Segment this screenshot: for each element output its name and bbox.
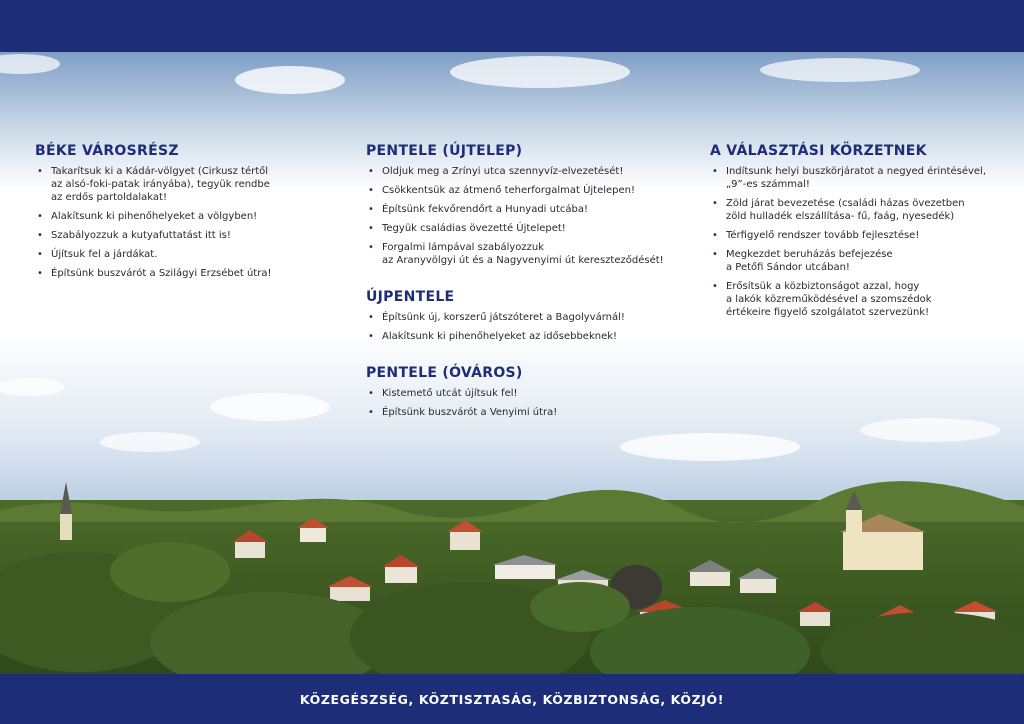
section-ujpentele [366, 289, 676, 343]
list-item: • Tegyük családias övezetté Újtelepet! [366, 222, 676, 235]
list-item: • Építsünk buszvárót a Venyimi útra! [366, 406, 676, 419]
list-item: • Oldjuk meg a Zrínyi utca szennyvíz-elvezetését! [366, 165, 676, 178]
section-title: BÉKE VÁROSRÉSZ [35, 143, 179, 159]
list-item: • Alakítsunk ki pihenőhelyeket az idősebbeknek! [366, 330, 676, 343]
list-item: • Megkezdet beruházás befejezése a Petőfi Sándor utcában! [710, 248, 1000, 274]
list-item: • Építsünk buszvárót a Szilágyi Erzsébet útra! [35, 267, 295, 280]
section-title: PENTELE (ÚJTELEP) [366, 143, 523, 159]
list-item: • Alakítsunk ki pihenőhelyeket a völgyben! [35, 210, 295, 223]
item-list [710, 165, 1000, 319]
left-column [35, 143, 295, 302]
footer-slogan: KÖZEGÉSZSÉG, KÖZTISZTASÁG, KÖZBIZTONSÁG, KÖZJÓ! [299, 691, 725, 707]
section-title: PENTELE (ÓVÁROS) [366, 365, 523, 381]
section-title: A VÁLASZTÁSI KÖRZETNEK [710, 143, 927, 159]
footer-band [0, 674, 1024, 724]
middle-column [366, 143, 676, 441]
right-column [710, 143, 1000, 341]
list-item: • Térfigyelő rendszer tovább fejlesztése! [710, 229, 1000, 242]
list-item: • Építsünk új, korszerű játszóteret a Bagolyvárnál! [366, 311, 676, 324]
list-item: • Forgalmi lámpával szabályozzuk az Aranyvölgyi út és a Nagyvenyimi út kereszteződését! [366, 241, 676, 267]
item-list [366, 311, 676, 343]
section-ujtelep [366, 143, 676, 267]
item-list [366, 387, 676, 419]
list-item: • Takarítsuk ki a Kádár-völgyet (Cirkusz tértől az alsó-foki-patak irányába), tegyük rendbe az erdős partoldalakat! [35, 165, 295, 204]
list-item: • Kistemető utcát újítsuk fel! [366, 387, 676, 400]
list-item: • Újítsuk fel a járdákat. [35, 248, 295, 261]
section-ovaros [366, 365, 676, 419]
list-item: • Zöld járat bevezetése (családi házas övezetben zöld hulladék elszállítása- fű, faág, nyesedék) [710, 197, 1000, 223]
section-korzet [710, 143, 1000, 319]
item-list [35, 165, 295, 280]
section-beke [35, 143, 295, 280]
list-item: • Csökkentsük az átmenő teherforgalmat Újtelepen! [366, 184, 676, 197]
list-item: • Szabályozzuk a kutyafuttatást itt is! [35, 229, 295, 242]
list-item: • Erősítsük a közbiztonságot azzal, hogy a lakók közreműködésével a szomszédok értékeire figyelő szolgálatot szervezünk! [710, 280, 1000, 319]
section-title: ÚJPENTELE [366, 289, 455, 305]
list-item: • Indítsunk helyi buszkörjáratot a negyed érintésével, „9”-es számmal! [710, 165, 1000, 191]
item-list [366, 165, 676, 267]
list-item: • Építsünk fekvőrendőrt a Hunyadi utcába! [366, 203, 676, 216]
